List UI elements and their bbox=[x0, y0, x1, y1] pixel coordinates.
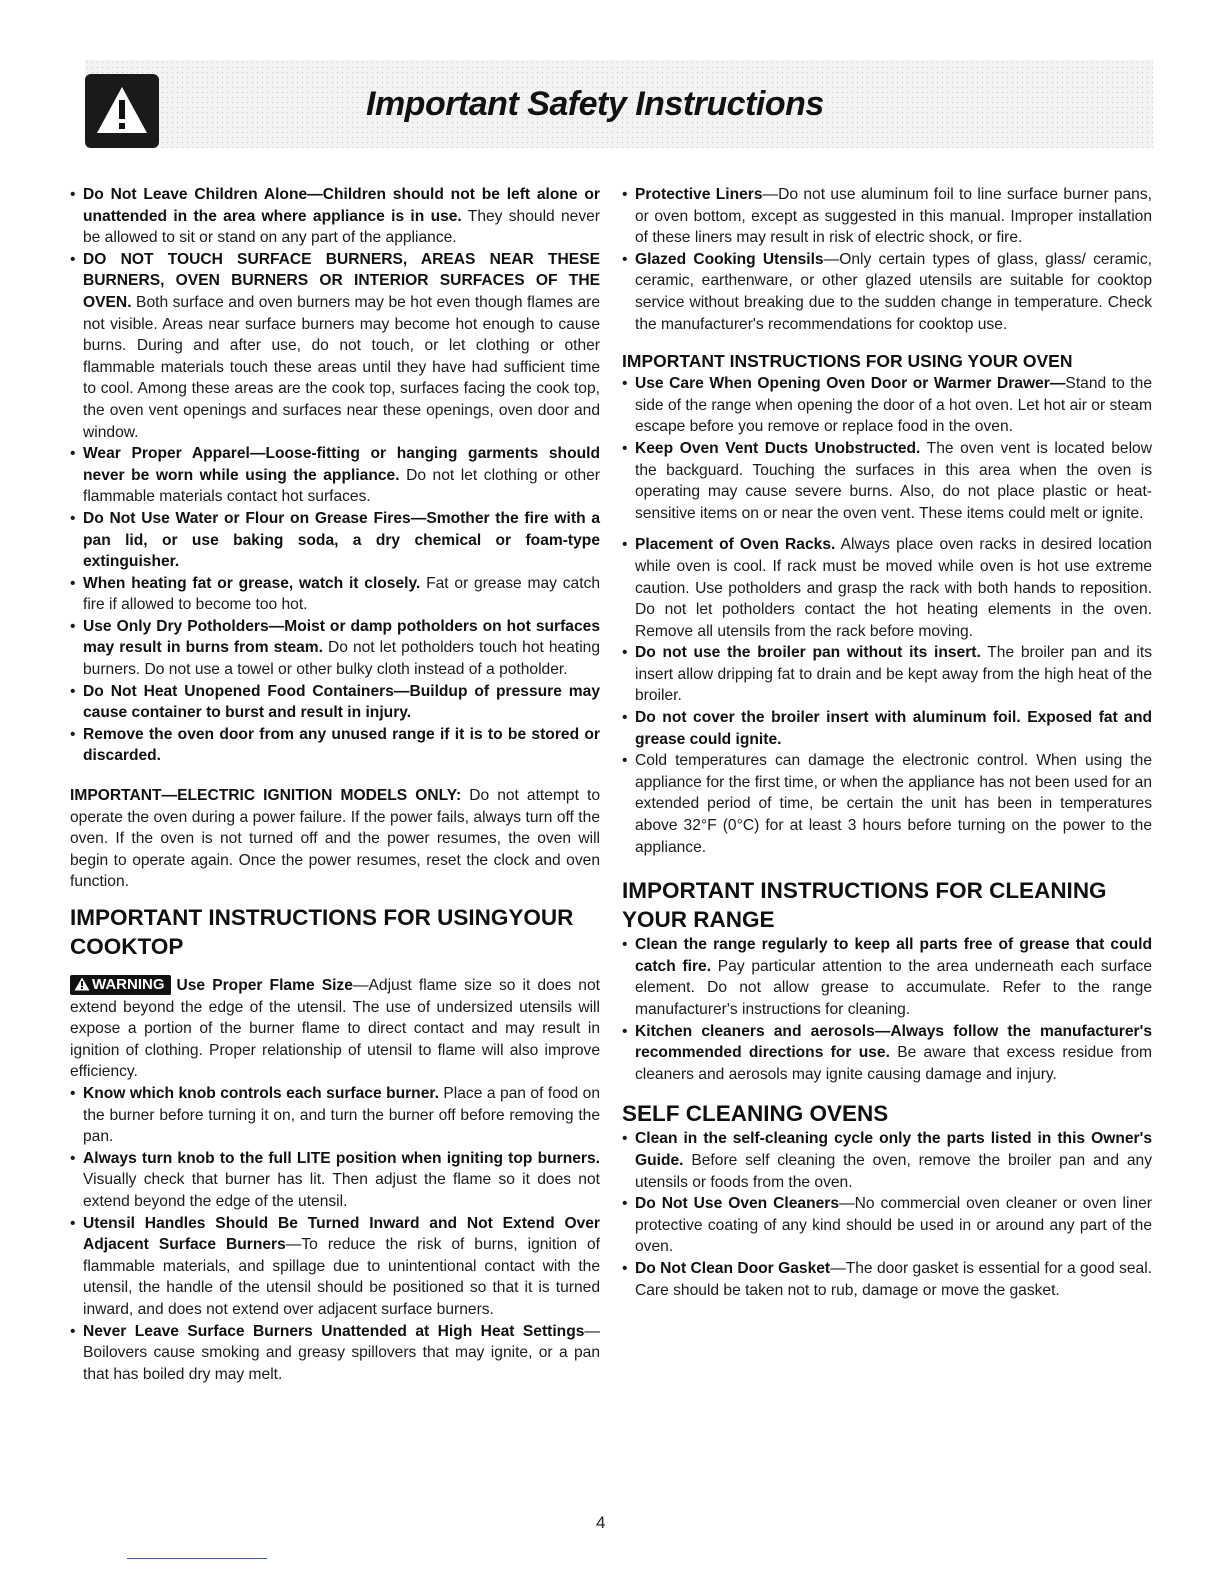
bullet-oven-door: • Remove the oven door from any unused range if it is to be stored or discarded. bbox=[70, 724, 600, 767]
bullet-clean-regularly: • Clean the range regularly to keep all parts free of grease that could catch fire. Pay particular attention to the area underneath each surface element. Do not allow grease to accumulate. Refer to the range manufacturer's instructions for cleaning. bbox=[622, 934, 1152, 1020]
bullet-glazed-utensils: • Glazed Cooking Utensils—Only certain types of glass, glass/ ceramic, ceramic, earthenware, or other glazed utensils are suitable for cooktop service without breaking due to the sudden change in temperature. Check the manufacturer's recommendations for cooktop use. bbox=[622, 249, 1152, 335]
flame-size-warning: WARNING Use Proper Flame Size—Adjust flame size so it does not extend beyond the edge of the utensil. The use of undersized utensils will expose a portion of the burner flame to direct contact and may result in ignition of clothing. Proper relationship of utensil to flame will also improve efficiency. bbox=[70, 976, 600, 1081]
bullet-utensil-handles: • Utensil Handles Should Be Turned Inward and Not Extend Over Adjacent Surface Burners—To reduce the risk of burns, ignition of flammable materials, and spillage due to unintentional contact with the utensil, the handle of the utensil should be positioned so that it is turned inward, and does not extend over adjacent surface burners. bbox=[70, 1213, 600, 1321]
bullet-vent-ducts: • Keep Oven Vent Ducts Unobstructed. The oven vent is located below the backguard. Touching the surfaces in this area when the oven is operating may cause severe burns. Also, do not place plastic or heat-sensitive items on or near the oven vent. These items could melt or ignite. bbox=[622, 438, 1152, 524]
page-number: 4 bbox=[596, 1513, 606, 1532]
warning-badge: WARNING bbox=[70, 975, 171, 995]
bullet-children: • Do Not Leave Children Alone—Children should not be left alone or unattended in the area where appliance is in use. They should never be allowed to sit or stand on any part of the appliance. bbox=[70, 184, 600, 249]
bullet-door-gasket: • Do Not Clean Door Gasket—The door gasket is essential for a good seal. Care should be taken not to rub, damage or move the gasket. bbox=[622, 1258, 1152, 1301]
bullet-surface-burners: • DO NOT TOUCH SURFACE BURNERS, AREAS NEAR THESE BURNERS, OVEN BURNERS OR INTERIOR SURFACES OF THE OVEN. Both surface and oven burners may be hot even though flames are not visible. Areas near surface burners may become hot enough to cause burns. During and after use, do not touch, or let clothing or other flammable materials touch these areas until they have had sufficient time to cool. Among these areas are the cook top, surfaces facing the cook top, the oven vent openings and surfaces near these openings, oven door and window. bbox=[70, 249, 600, 443]
warning-triangle-icon bbox=[85, 74, 159, 148]
bullet-oven-racks: • Placement of Oven Racks. Always place oven racks in desired location while oven is cool. If rack must be moved while oven is hot use extreme caution. Use potholders and grasp the rack with both hands to reposition. Do not let potholders contact the hot heating elements in the oven. Remove all utensils from the rack before moving. bbox=[622, 534, 1152, 642]
bullet-self-cleaning-cycle: • Clean in the self-cleaning cycle only the parts listed in this Owner's Guide. Before self cleaning the oven, remove the broiler pan and any utensils or foods from the oven. bbox=[622, 1128, 1152, 1193]
warning-small-icon bbox=[74, 977, 90, 991]
right-column bbox=[622, 184, 1152, 1301]
footer-rule bbox=[127, 1558, 267, 1559]
ignition-notice: IMPORTANT—ELECTRIC IGNITION MODELS ONLY: Do not attempt to operate the oven during a power failure. If the power fails, always turn off the oven. If the oven is not turned off and the power resumes, the oven will begin to operate again. Once the power resumes, reset the clock and oven function. bbox=[70, 787, 600, 891]
bullet-potholders: • Use Only Dry Potholders—Moist or damp potholders on hot surfaces may result in burns from steam. Do not let potholders touch hot heating burners. Do not use a towel or other bulky cloth instead of a potholder. bbox=[70, 616, 600, 681]
bullet-lite-position: • Always turn knob to the full LITE position when igniting top burners. Visually check that burner has lit. Then adjust the flame so it does not extend beyond the edge of the utensil. bbox=[70, 1148, 600, 1213]
bullet-grease-fires: • Do Not Use Water or Flour on Grease Fires—Smother the fire with a pan lid, or use baking soda, a dry chemical or foam-type extinguisher. bbox=[70, 508, 600, 573]
bullet-oven-cleaners: • Do Not Use Oven Cleaners—No commercial oven cleaner or oven liner protective coating of any kind should be used in or around any part of the oven. bbox=[622, 1193, 1152, 1258]
bullet-unattended-burners: • Never Leave Surface Burners Unattended at High Heat Settings—Boilovers cause smoking and greasy spillovers that may ignite, or a pan that has boiled dry may melt. bbox=[70, 1321, 600, 1386]
bullet-fat-grease: • When heating fat or grease, watch it closely. Fat or grease may catch fire if allowed to become too hot. bbox=[70, 573, 600, 616]
bullet-kitchen-cleaners: • Kitchen cleaners and aerosols—Always follow the manufacturer's recommended directions for use. Be aware that excess residue from cleaners and aerosols may ignite causing damage and injury. bbox=[622, 1021, 1152, 1086]
oven-heading: IMPORTANT INSTRUCTIONS FOR USING YOUR OVEN bbox=[622, 351, 1073, 372]
bullet-food-containers: • Do Not Heat Unopened Food Containers—Buildup of pressure may cause container to burst and result in injury. bbox=[70, 681, 600, 724]
bullet-broiler-foil: • Do not cover the broiler insert with aluminum foil. Exposed fat and grease could ignite. bbox=[622, 707, 1152, 750]
page-header bbox=[85, 60, 1153, 148]
bullet-oven-door-care: • Use Care When Opening Oven Door or Warmer Drawer—Stand to the side of the range when opening the door of a hot oven. Let hot air or steam escape before you remove or replace food in the oven. bbox=[622, 373, 1152, 438]
cleaning-heading: IMPORTANT INSTRUCTIONS FOR CLEANING YOUR RANGE bbox=[622, 878, 1107, 933]
page-title: Important Safety Instructions bbox=[366, 85, 824, 123]
left-column bbox=[70, 184, 600, 1385]
bullet-cold-temperatures: • Cold temperatures can damage the electronic control. When using the appliance for the first time, or when the appliance has not been used for an extended period of time, be certain the unit has been in temperatures above 32°F (0°C) for at least 3 hours before turning on the power to the appliance. bbox=[622, 750, 1152, 858]
bullet-protective-liners: • Protective Liners—Do not use aluminum foil to line surface burner pans, or oven bottom, except as suggested in this manual. Improper installation of these liners may result in risk of electric shock, or fire. bbox=[622, 184, 1152, 249]
self-cleaning-heading: SELF CLEANING OVENS bbox=[622, 1101, 889, 1127]
cooktop-heading: IMPORTANT INSTRUCTIONS FOR USINGYOUR COOKTOP bbox=[70, 905, 574, 959]
bullet-apparel: • Wear Proper Apparel—Loose-fitting or hanging garments should never be worn while using the appliance. Do not let clothing or other flammable materials contact hot surfaces. bbox=[70, 443, 600, 508]
bullet-broiler-insert: • Do not use the broiler pan without its insert. The broiler pan and its insert allow dripping fat to drain and be kept away from the high heat of the broiler. bbox=[622, 642, 1152, 707]
bullet-knob-control: • Know which knob controls each surface burner. Place a pan of food on the burner before turning it on, and turn the burner off before removing the pan. bbox=[70, 1083, 600, 1148]
